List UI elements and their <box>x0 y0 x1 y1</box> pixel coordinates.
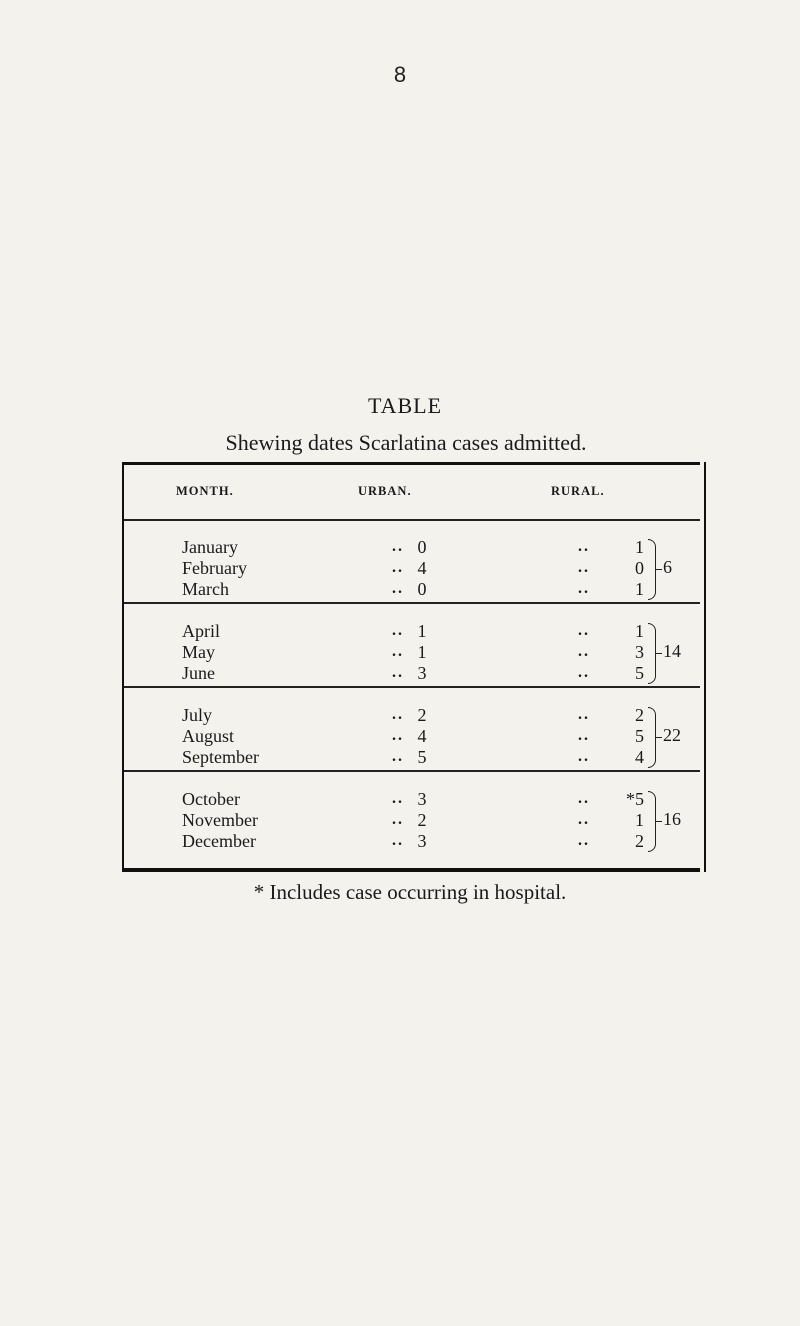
header-month: MONTH. <box>176 484 234 498</box>
quarter-separator <box>124 686 700 688</box>
leader-dots: .. <box>392 622 404 639</box>
urban-cell: 4 <box>417 558 427 578</box>
rural-cell: 5 <box>635 726 644 746</box>
table-row <box>124 620 700 642</box>
quarter-brace <box>648 623 656 684</box>
rural-cell: 2 <box>635 705 644 725</box>
brace-point <box>656 653 662 654</box>
leader-dots: .. <box>392 643 404 660</box>
urban-cell: 4 <box>417 726 427 746</box>
month-cell: April <box>182 621 220 641</box>
leader-dots: .. <box>392 559 404 576</box>
leader-dots: .. <box>392 727 404 744</box>
leader-dots: .. <box>578 790 590 807</box>
month-cell: October <box>182 789 240 809</box>
urban-cell: 5 <box>417 747 427 767</box>
rural-cell: 2 <box>635 831 644 851</box>
month-cell: February <box>182 558 247 578</box>
month-cell: March <box>182 579 229 599</box>
month-cell: May <box>182 642 215 662</box>
quarter-total: 6 <box>663 557 672 577</box>
leader-dots: .. <box>392 748 404 765</box>
leader-dots: .. <box>578 727 590 744</box>
leader-dots: .. <box>578 580 590 597</box>
table-row <box>124 641 700 663</box>
rural-cell: 0 <box>635 558 644 578</box>
urban-cell: 2 <box>417 810 427 830</box>
leader-dots: .. <box>578 706 590 723</box>
month-cell: August <box>182 726 235 746</box>
leader-dots: .. <box>392 706 404 723</box>
leader-dots: .. <box>392 811 404 828</box>
month-cell: November <box>182 810 258 830</box>
table-row <box>124 536 700 558</box>
table-subtitle: Shewing dates Scarlatina cases admitted. <box>225 430 587 455</box>
table-row <box>124 704 700 726</box>
leader-dots: .. <box>578 622 590 639</box>
rural-cell: *5 <box>626 789 644 809</box>
month-cell: July <box>182 705 213 725</box>
urban-cell: 1 <box>417 642 427 662</box>
table-top-rule <box>124 462 700 465</box>
header-rule <box>124 519 700 521</box>
brace-point <box>656 569 662 570</box>
table-row <box>124 830 700 852</box>
month-cell: June <box>182 663 215 683</box>
quarter-separator <box>124 602 700 604</box>
leader-dots: .. <box>392 664 404 681</box>
rural-cell: 5 <box>635 663 644 683</box>
table-row <box>124 578 700 600</box>
urban-cell: 0 <box>417 537 427 557</box>
rural-cell: 1 <box>635 810 644 830</box>
table-row <box>124 557 700 579</box>
leader-dots: .. <box>578 643 590 660</box>
quarter-brace <box>648 707 656 768</box>
leader-dots: .. <box>578 811 590 828</box>
leader-dots: .. <box>392 538 404 555</box>
leader-dots: .. <box>392 790 404 807</box>
rural-cell: 1 <box>635 537 644 557</box>
urban-cell: 3 <box>417 831 427 851</box>
brace-point <box>656 737 662 738</box>
urban-cell: 0 <box>417 579 427 599</box>
rural-cell: 3 <box>635 642 644 662</box>
page-number: 8 <box>393 62 407 87</box>
leader-dots: .. <box>578 748 590 765</box>
table-title: TABLE <box>367 393 443 418</box>
urban-cell: 1 <box>417 621 427 641</box>
table-row <box>124 662 700 684</box>
header-urban: URBAN. <box>358 484 412 498</box>
leader-dots: .. <box>392 580 404 597</box>
urban-cell: 2 <box>417 705 427 725</box>
table-row <box>124 788 700 810</box>
leader-dots: .. <box>578 538 590 555</box>
urban-cell: 3 <box>417 789 427 809</box>
quarter-separator <box>124 770 700 772</box>
quarter-total: 14 <box>663 641 681 661</box>
rural-cell: 4 <box>635 747 644 767</box>
rural-cell: 1 <box>635 579 644 599</box>
quarter-brace <box>648 539 656 600</box>
leader-dots: .. <box>578 832 590 849</box>
leader-dots: .. <box>578 664 590 681</box>
brace-point <box>656 821 662 822</box>
quarter-total: 16 <box>663 809 681 829</box>
urban-cell: 3 <box>417 663 427 683</box>
table-bottom-rule <box>124 868 700 872</box>
month-cell: September <box>182 747 259 767</box>
table-row <box>124 746 700 768</box>
leader-dots: .. <box>578 559 590 576</box>
header-rural: RURAL. <box>551 484 605 498</box>
table-row <box>124 809 700 831</box>
leader-dots: .. <box>392 832 404 849</box>
table-row <box>124 725 700 747</box>
month-cell: December <box>182 831 256 851</box>
quarter-brace <box>648 791 656 852</box>
rural-cell: 1 <box>635 621 644 641</box>
quarter-total: 22 <box>663 725 681 745</box>
footnote: * Includes case occurring in hospital. <box>253 880 567 904</box>
month-cell: January <box>182 537 238 557</box>
